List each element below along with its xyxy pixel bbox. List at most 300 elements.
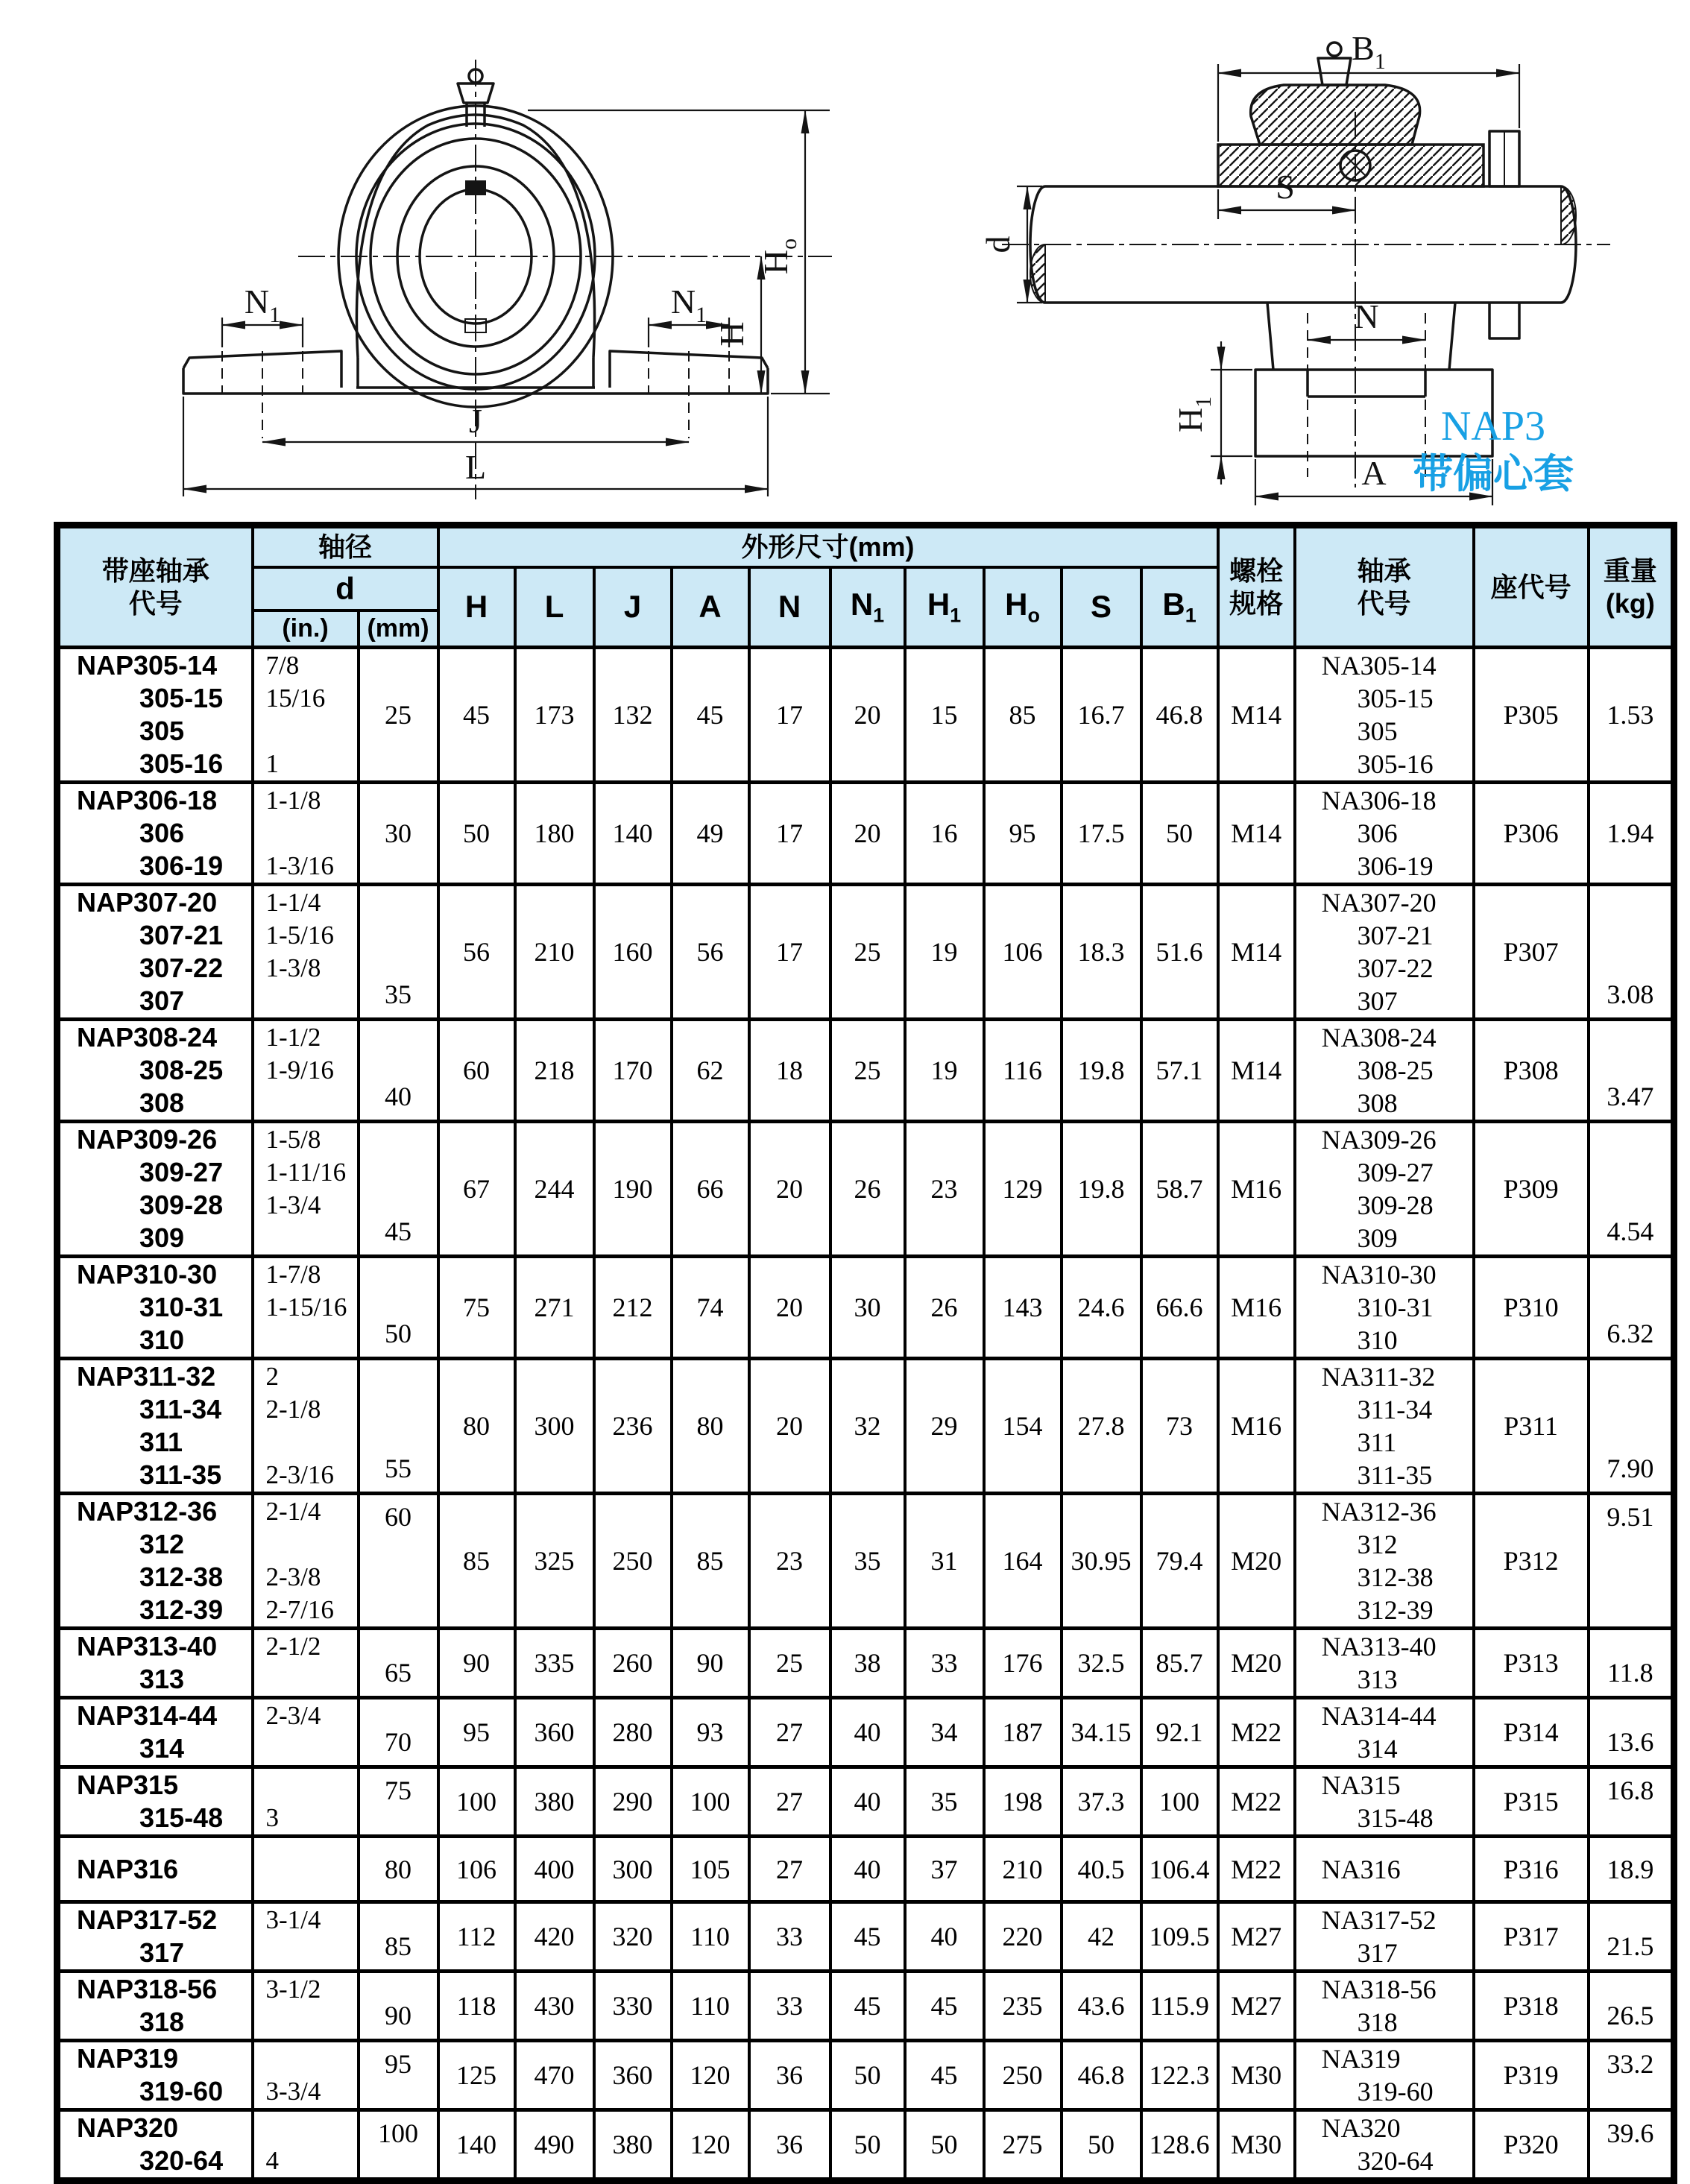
cell-bearing-code [1295, 1494, 1474, 1629]
cell-shaft-dia-inch [253, 1020, 359, 1122]
cell-dim-9: 58.7 [1141, 1122, 1218, 1257]
cell-line: 311-35 [1357, 1460, 1433, 1490]
cell-dim-4: 17 [749, 885, 830, 1020]
cell-shaft-dia-mm: 75 [359, 1767, 438, 1837]
col-header-dimensions: 外形尺寸(mm) [438, 526, 1218, 567]
cell-line: NA316 [1321, 1854, 1401, 1884]
cell-dim-1: 335 [515, 1629, 594, 1698]
cell-bearing-code [1295, 1767, 1474, 1837]
cell-unit-code [57, 1494, 253, 1629]
cell-dim-4: 17 [749, 783, 830, 885]
cell-dim-3: 120 [672, 2041, 749, 2110]
cell-dim-3: 49 [672, 783, 749, 885]
cell-line: 2-1/2 [265, 1632, 321, 1661]
cell-line: NA317-52 [1321, 1905, 1437, 1935]
cell-dim-1: 210 [515, 885, 594, 1020]
cell-dim-3: 93 [672, 1698, 749, 1767]
cell-line: 2-3/4 [265, 1701, 321, 1730]
cell-line: 2-1/8 [265, 1395, 321, 1424]
cell-dim-7: 250 [984, 2041, 1062, 2110]
cell-line: NA315 [1321, 1770, 1401, 1800]
cell-unit-code [57, 783, 253, 885]
cell-unit-code [57, 1767, 253, 1837]
cell-dim-1: 420 [515, 1902, 594, 1972]
cell-dim-1: 380 [515, 1767, 594, 1837]
cell-line [254, 1222, 357, 1254]
cell-dim-7: 176 [984, 1629, 1062, 1698]
cell-line: 315-48 [139, 1802, 224, 1833]
cell-line: 310 [1357, 1325, 1398, 1355]
cell-dim-8: 43.6 [1062, 1972, 1141, 2041]
cell-dim-0: 56 [438, 885, 515, 1020]
col-header-dim-n1: $N_1$ [830, 567, 905, 648]
dim-label-j: J [469, 402, 482, 440]
cell-dim-0: 125 [438, 2041, 515, 2110]
cell-bearing-code [1295, 2041, 1474, 2110]
cell-dim-1: 430 [515, 1972, 594, 2041]
cell-bearing-code [1295, 1122, 1474, 1257]
cell-line: 1-3/4 [265, 1190, 321, 1219]
cell-line: NA305-14 [1321, 651, 1437, 681]
cell-bolt-size: M16 [1218, 1359, 1295, 1494]
cell-housing-code: P318 [1474, 1972, 1589, 2041]
cell-dim-9: 50 [1141, 783, 1218, 885]
cell-dim-8: 16.7 [1062, 648, 1141, 783]
cell-housing-code: P314 [1474, 1698, 1589, 1767]
cell-dim-4: 36 [749, 2110, 830, 2181]
cell-line: 1-3/16 [265, 851, 334, 880]
cell-line: NAP315 [77, 1770, 179, 1800]
cell-housing-code: P306 [1474, 783, 1589, 885]
cell-dim-3: 105 [672, 1837, 749, 1902]
col-header-dim-b1: $B_1$ [1141, 567, 1218, 648]
cell-line: 317 [1357, 1938, 1398, 1968]
table-row [57, 1972, 1674, 2041]
cell-dim-3: 120 [672, 2110, 749, 2181]
cell-line: 305-15 [139, 683, 224, 713]
cell-housing-code: P316 [1474, 1837, 1589, 1902]
cell-dim-9: 122.3 [1141, 2041, 1218, 2110]
cell-shaft-dia-inch [253, 1257, 359, 1359]
cell-dim-6: 15 [905, 648, 984, 783]
table-row [57, 2041, 1674, 2110]
cell-dim-7: 164 [984, 1494, 1062, 1629]
cell-line: 308 [139, 1088, 185, 1118]
cell-shaft-dia-mm: 40 [359, 1020, 438, 1122]
cell-housing-code: P311 [1474, 1359, 1589, 1494]
cell-line: 重量 [1603, 555, 1657, 586]
cell-dim-6: 50 [905, 2110, 984, 2181]
cell-dim-6: 26 [905, 1257, 984, 1359]
spec-table [54, 522, 1677, 2184]
cell-unit-code [57, 1359, 253, 1494]
table-row [57, 1359, 1674, 1494]
cell-shaft-dia-mm: 95 [359, 2041, 438, 2110]
cell-unit-code [57, 1122, 253, 1257]
cell-line: NAP312-36 [77, 1496, 218, 1527]
cell-line: 309 [139, 1222, 185, 1253]
cell-dim-5: 40 [830, 1698, 905, 1767]
housing-side-section [1218, 42, 1519, 456]
cell-bearing-code [1295, 1837, 1474, 1902]
cell-line: 318 [139, 2007, 185, 2037]
dim-label-s: S [1276, 168, 1295, 206]
cell-dim-8: 50 [1062, 2110, 1141, 2181]
cell-dim-3: 56 [672, 885, 749, 1020]
cell-bolt-size: M22 [1218, 1698, 1295, 1767]
cell-dim-7: 275 [984, 2110, 1062, 2181]
cell-line: 2 [265, 1362, 279, 1391]
cell-dim-7: 116 [984, 1020, 1062, 1122]
cell-shaft-dia-mm: 100 [359, 2110, 438, 2181]
cell-shaft-dia-inch [253, 1359, 359, 1494]
cell-shaft-dia-inch [253, 783, 359, 885]
cell-dim-0: 90 [438, 1629, 515, 1698]
cell-line: 315-48 [1357, 1803, 1434, 1833]
cell-weight: 33.2 [1589, 2041, 1674, 2110]
cell-line: 307-21 [1357, 921, 1434, 950]
col-header-inch: (in.) [253, 610, 359, 648]
table-row [57, 783, 1674, 885]
cell-dim-7: 154 [984, 1359, 1062, 1494]
cell-dim-0: 75 [438, 1257, 515, 1359]
cell-line: 3-1/4 [265, 1905, 321, 1934]
cell-bolt-size: M14 [1218, 885, 1295, 1020]
cell-bolt-size: M30 [1218, 2110, 1295, 2181]
series-caption [1333, 403, 1653, 498]
cell-line: 317 [139, 1937, 185, 1968]
dim-label-n1-left: $N_1$ [244, 283, 281, 327]
cell-dim-1: 173 [515, 648, 594, 783]
cell-line: 307 [1357, 986, 1398, 1016]
cell-unit-code [57, 1837, 253, 1902]
cell-bolt-size: M20 [1218, 1629, 1295, 1698]
cell-dim-3: 74 [672, 1257, 749, 1359]
cell-housing-code: P317 [1474, 1902, 1589, 1972]
cell-line: 314 [139, 1733, 185, 1764]
cell-line [254, 1853, 357, 1886]
cell-line [254, 1937, 357, 1969]
cell-dim-7: 143 [984, 1257, 1062, 1359]
cell-line: NAP314-44 [77, 1700, 218, 1731]
cell-line: 1-9/16 [265, 1055, 334, 1085]
cell-weight: 39.6 [1589, 2110, 1674, 2181]
cell-bolt-size: M22 [1218, 1837, 1295, 1902]
cell-housing-code: P313 [1474, 1629, 1589, 1698]
cell-line: 305-16 [1357, 749, 1434, 779]
cell-dim-5: 25 [830, 885, 905, 1020]
cell-shaft-dia-inch [253, 648, 359, 783]
cell-shaft-dia-inch [253, 1494, 359, 1629]
cell-housing-code: P307 [1474, 885, 1589, 1020]
cell-dim-3: 80 [672, 1359, 749, 1494]
cell-line: 309-28 [139, 1190, 224, 1220]
cell-dim-8: 17.5 [1062, 783, 1141, 885]
cell-dim-7: 129 [984, 1122, 1062, 1257]
cell-line: NAP310-30 [77, 1259, 218, 1290]
cell-line: 代号 [1357, 587, 1411, 619]
cell-line: 3-1/2 [265, 1975, 321, 2004]
cell-line: 3-3/4 [265, 2077, 321, 2106]
cell-unit-code [57, 1020, 253, 1122]
cell-line: 308-25 [139, 1055, 224, 1085]
cell-bolt-size: M27 [1218, 1902, 1295, 1972]
col-header-dim-l: L [515, 567, 594, 648]
cell-bolt-size: M14 [1218, 648, 1295, 783]
cell-line: 312-38 [1357, 1562, 1434, 1592]
cell-bearing-code [1295, 2110, 1474, 2181]
cell-line: 2-3/16 [265, 1460, 334, 1489]
col-header-mm: (mm) [359, 610, 438, 648]
cell-line: NA307-20 [1321, 888, 1437, 918]
cell-weight: 6.32 [1589, 1257, 1674, 1359]
cell-weight: 1.53 [1589, 648, 1674, 783]
cell-dim-6: 45 [905, 1972, 984, 2041]
cell-dim-1: 271 [515, 1257, 594, 1359]
cell-shaft-dia-inch [253, 2041, 359, 2110]
cell-weight: 3.47 [1589, 1020, 1674, 1122]
cell-line: 1-3/8 [265, 953, 321, 982]
cell-line: NA308-24 [1321, 1023, 1437, 1052]
table-row [57, 1767, 1674, 1837]
cell-line: 308-25 [1357, 1055, 1434, 1085]
cell-line: 308 [1357, 1088, 1398, 1118]
cell-dim-4: 23 [749, 1494, 830, 1629]
cell-dim-9: 51.6 [1141, 885, 1218, 1020]
cell-line [254, 1528, 357, 1561]
cell-bolt-size: M16 [1218, 1257, 1295, 1359]
cell-shaft-dia-inch [253, 1767, 359, 1837]
cell-dim-3: 45 [672, 648, 749, 783]
cell-bearing-code [1295, 1359, 1474, 1494]
cell-line: 309-27 [1357, 1158, 1434, 1187]
table-row [57, 1020, 1674, 1122]
cell-line: 规格 [1229, 587, 1284, 619]
cell-line: NA314-44 [1321, 1701, 1437, 1731]
cell-dim-5: 45 [830, 1972, 905, 2041]
cell-dim-6: 19 [905, 1020, 984, 1122]
cell-dim-9: 115.9 [1141, 1972, 1218, 2041]
cell-dim-5: 32 [830, 1359, 905, 1494]
cell-bolt-size: M22 [1218, 1767, 1295, 1837]
cell-shaft-dia-mm: 25 [359, 648, 438, 783]
col-header-dim-h: H [438, 567, 515, 648]
cell-line: 319-60 [139, 2076, 224, 2106]
cell-line: NA310-30 [1321, 1260, 1437, 1290]
cell-weight: 3.08 [1589, 885, 1674, 1020]
cell-dim-8: 19.8 [1062, 1020, 1141, 1122]
cell-housing-code: P309 [1474, 1122, 1589, 1257]
cell-shaft-dia-mm: 85 [359, 1902, 438, 1972]
cell-line [254, 2042, 357, 2075]
cell-line [254, 1324, 357, 1357]
cell-line: 311 [1357, 1427, 1397, 1457]
cell-line: 305-15 [1357, 684, 1434, 713]
cell-dim-5: 30 [830, 1257, 905, 1359]
cell-line: 带座轴承 [101, 555, 209, 586]
cell-weight: 7.90 [1589, 1359, 1674, 1494]
cell-dim-9: 106.4 [1141, 1837, 1218, 1902]
cell-shaft-dia-mm: 50 [359, 1257, 438, 1359]
cell-line: 318 [1357, 2007, 1398, 2037]
cell-dim-2: 280 [594, 1698, 672, 1767]
cell-line: NA306-18 [1321, 786, 1437, 815]
cell-dim-4: 27 [749, 1837, 830, 1902]
cell-shaft-dia-mm: 55 [359, 1359, 438, 1494]
cell-line: NAP313-40 [77, 1631, 218, 1661]
cell-dim-4: 25 [749, 1629, 830, 1698]
cell-dim-4: 36 [749, 2041, 830, 2110]
cell-line: (kg) [1605, 587, 1655, 619]
cell-dim-4: 33 [749, 1902, 830, 1972]
dimensions-front [183, 110, 830, 496]
table-row [57, 648, 1674, 783]
cell-dim-9: 109.5 [1141, 1902, 1218, 1972]
cell-dim-6: 31 [905, 1494, 984, 1629]
cell-dim-6: 40 [905, 1902, 984, 1972]
cell-dim-9: 73 [1141, 1359, 1218, 1494]
cell-shaft-dia-mm: 90 [359, 1972, 438, 2041]
col-header-dim-h1: $H_1$ [905, 567, 984, 648]
cell-bolt-size: M14 [1218, 783, 1295, 885]
cell-line [254, 817, 357, 850]
cell-dim-2: 360 [594, 2041, 672, 2110]
cell-dim-0: 67 [438, 1122, 515, 1257]
subscript: 1 [950, 604, 962, 627]
col-header-bolt [1218, 526, 1295, 648]
cell-line: 312 [1357, 1530, 1398, 1559]
cell-line: 306-19 [1357, 851, 1434, 881]
cell-dim-1: 244 [515, 1122, 594, 1257]
col-header-dim-ho: $H_o$ [984, 567, 1062, 648]
cell-line: NA318-56 [1321, 1975, 1437, 2004]
cell-line [254, 1426, 357, 1459]
cell-dim-2: 380 [594, 2110, 672, 2181]
cell-shaft-dia-inch [253, 1902, 359, 1972]
cell-line: 1-5/16 [265, 921, 334, 950]
cell-line: NAP309-26 [77, 1124, 218, 1155]
cell-line: NAP316 [77, 1853, 179, 1884]
cell-line: 309 [1357, 1223, 1398, 1253]
cell-line: 2-1/4 [265, 1497, 321, 1526]
cell-line [254, 715, 357, 748]
cell-bearing-code [1295, 1902, 1474, 1972]
cell-line [254, 2112, 357, 2144]
cell-line: 311-34 [139, 1394, 222, 1424]
cell-dim-4: 20 [749, 1359, 830, 1494]
cell-dim-0: 45 [438, 648, 515, 783]
dim-label-n: N [1354, 297, 1379, 335]
cell-unit-code [57, 1629, 253, 1698]
cell-line: NA319 [1321, 2044, 1401, 2074]
cell-housing-code: P310 [1474, 1257, 1589, 1359]
cell-weight: 18.9 [1589, 1837, 1674, 1902]
cell-dim-9: 92.1 [1141, 1698, 1218, 1767]
cell-dim-7: 106 [984, 885, 1062, 1020]
cell-weight: 4.54 [1589, 1122, 1674, 1257]
cell-unit-code [57, 1972, 253, 2041]
cell-line: 312-39 [1357, 1595, 1434, 1625]
cell-dim-1: 400 [515, 1837, 594, 1902]
table-row [57, 1629, 1674, 1698]
cell-bearing-code [1295, 1629, 1474, 1698]
cell-weight: 1.94 [1589, 783, 1674, 885]
cell-dim-8: 27.8 [1062, 1359, 1141, 1494]
cell-line: NA311-32 [1321, 1362, 1436, 1392]
cell-unit-code [57, 885, 253, 1020]
cell-line: NAP317-52 [77, 1904, 218, 1935]
cell-shaft-dia-inch [253, 2110, 359, 2181]
cell-dim-2: 236 [594, 1359, 672, 1494]
cell-dim-2: 330 [594, 1972, 672, 2041]
cell-dim-1: 325 [515, 1494, 594, 1629]
cell-shaft-dia-inch [253, 1629, 359, 1698]
cell-dim-2: 160 [594, 885, 672, 1020]
cell-dim-0: 140 [438, 2110, 515, 2181]
cell-weight: 11.8 [1589, 1629, 1674, 1698]
cell-dim-3: 90 [672, 1629, 749, 1698]
cell-line: 轴承 [1357, 555, 1411, 586]
cell-dim-8: 34.15 [1062, 1698, 1141, 1767]
cell-line: NA320 [1321, 2113, 1401, 2143]
cell-bolt-size: M27 [1218, 1972, 1295, 2041]
cell-line: 1-1/8 [265, 786, 321, 815]
cell-line: 310 [139, 1325, 185, 1355]
cell-line: 313 [1357, 1664, 1398, 1694]
cell-line: NAP306-18 [77, 785, 218, 815]
subscript: 1 [873, 604, 885, 627]
cell-line: 306 [1357, 818, 1398, 848]
cell-line [254, 1769, 357, 1802]
cell-weight: 16.8 [1589, 1767, 1674, 1837]
cell-line [254, 1732, 357, 1765]
spec-table-body [57, 648, 1674, 2181]
cell-bearing-code [1295, 1020, 1474, 1122]
cell-dim-8: 40.5 [1062, 1837, 1141, 1902]
cell-shaft-dia-mm: 70 [359, 1698, 438, 1767]
cell-unit-code [57, 2041, 253, 2110]
cell-bearing-code [1295, 885, 1474, 1020]
cell-dim-4: 27 [749, 1767, 830, 1837]
cell-shaft-dia-inch [253, 1837, 359, 1902]
series-caption-code: NAP3 [1440, 403, 1546, 449]
cell-shaft-dia-mm: 80 [359, 1837, 438, 1902]
cell-line: 3 [265, 1803, 279, 1832]
cell-dim-0: 112 [438, 1902, 515, 1972]
cell-line [254, 1663, 357, 1696]
table-row [57, 1122, 1674, 1257]
cell-dim-2: 320 [594, 1902, 672, 1972]
cell-dim-1: 218 [515, 1020, 594, 1122]
cell-line: 311 [139, 1427, 183, 1457]
cell-shaft-dia-mm: 45 [359, 1122, 438, 1257]
cell-dim-4: 20 [749, 1122, 830, 1257]
cell-line: 314 [1357, 1734, 1398, 1764]
cell-dim-2: 300 [594, 1837, 672, 1902]
cell-shaft-dia-inch [253, 1698, 359, 1767]
cell-dim-4: 20 [749, 1257, 830, 1359]
cell-line: 307-22 [139, 953, 224, 983]
table-row [57, 1837, 1674, 1902]
cell-bearing-code [1295, 1698, 1474, 1767]
cell-shaft-dia-mm: 30 [359, 783, 438, 885]
cell-weight: 21.5 [1589, 1902, 1674, 1972]
cell-shaft-dia-inch [253, 885, 359, 1020]
cell-dim-3: 66 [672, 1122, 749, 1257]
cell-dim-7: 198 [984, 1767, 1062, 1837]
cell-line: 2-7/16 [265, 1595, 334, 1624]
cell-dim-7: 95 [984, 783, 1062, 885]
